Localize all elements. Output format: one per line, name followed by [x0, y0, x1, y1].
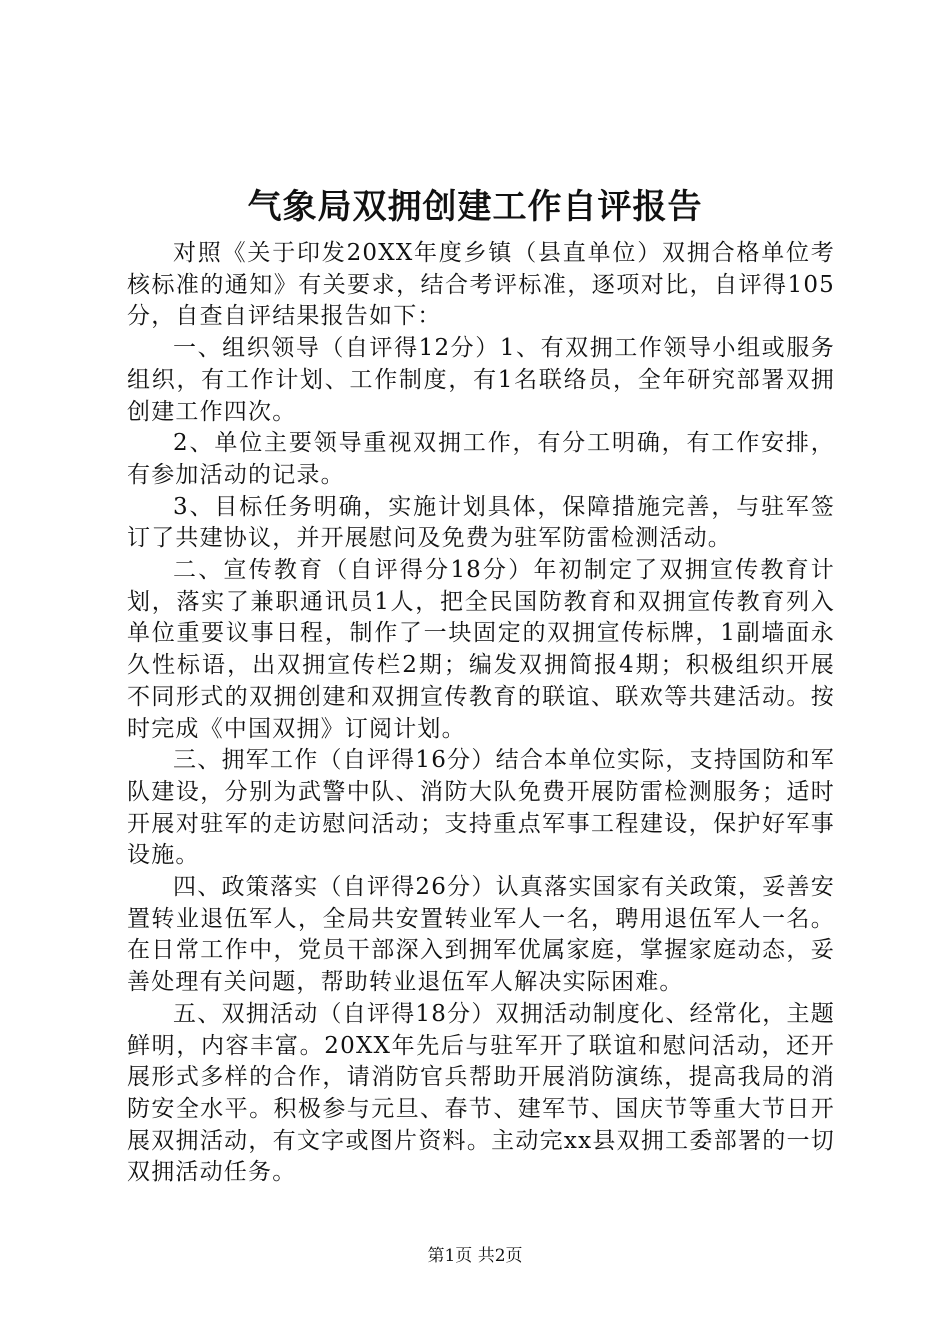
paragraph-activities: 五、双拥活动（自评得18分）双拥活动制度化、经常化，主题鲜明，内容丰富。20XX年先后与驻军开了联谊和慰问活动，还开展形式多样的合作，请消防官兵帮助开展消防演练，提高我局的消防安全水平。积极参与元旦、春节、建军节、国庆节等重大节日开展双拥活动，有文字或图片资料。主动完xx县双拥工委部署的一切双拥活动任务。: [127, 1000, 835, 1186]
paragraph-organization-leadership: 一、组织领导（自评得12分）1、有双拥工作领导小组或服务组织，有工作计划、工作制度，有1名联络员，全年研究部署双拥创建工作四次。: [127, 335, 835, 425]
document-body: [127, 238, 835, 1189]
paragraph-policy-implementation: 四、政策落实（自评得26分）认真落实国家有关政策，妥善安置转业退伍军人，全局共安置转业军人一名，聘用退伍军人一名。在日常工作中，党员干部深入到拥军优属家庭，掌握家庭动态，妥善处理有关问题，帮助转业退伍军人解决实际困难。: [127, 874, 835, 996]
paragraph-army-support: 三、拥军工作（自评得16分）结合本单位实际，支持国防和军队建设，分别为武警中队、消防大队免费开展防雷检测服务；适时开展对驻军的走访慰问活动；支持重点军事工程建设，保护好军事设施。: [127, 747, 835, 869]
paragraph-goals-tasks: 3、目标任务明确，实施计划具体，保障措施完善，与驻军签订了共建协议，并开展慰问及免费为驻军防雷检测活动。: [127, 493, 835, 552]
paragraph-intro: 对照《关于印发20XX年度乡镇（县直单位）双拥合格单位考核标准的通知》有关要求，结合考评标准，逐项对比，自评得105分，自查自评结果报告如下：: [127, 240, 835, 330]
paragraph-leadership-attention: 2、单位主要领导重视双拥工作，有分工明确，有工作安排，有参加活动的记录。: [127, 430, 835, 488]
paragraph-publicity-education: 二、宣传教育（自评得分18分）年初制定了双拥宣传教育计划，落实了兼职通讯员1人，把全民国防教育和双拥宣传教育列入单位重要议事日程，制作了一块固定的双拥宣传标牌，1副墙面永久性标语，出双拥宣传栏2期；编发双拥简报4期；积极组织开展不同形式的双拥创建和双拥宣传教育的联谊、联欢等共建活动。按时完成《中国双拥》订阅计划。: [127, 557, 835, 742]
page-number-footer: 第1页 共2页: [427, 1246, 523, 1266]
document-title: 气象局双拥创建工作自评报告: [247, 187, 703, 227]
